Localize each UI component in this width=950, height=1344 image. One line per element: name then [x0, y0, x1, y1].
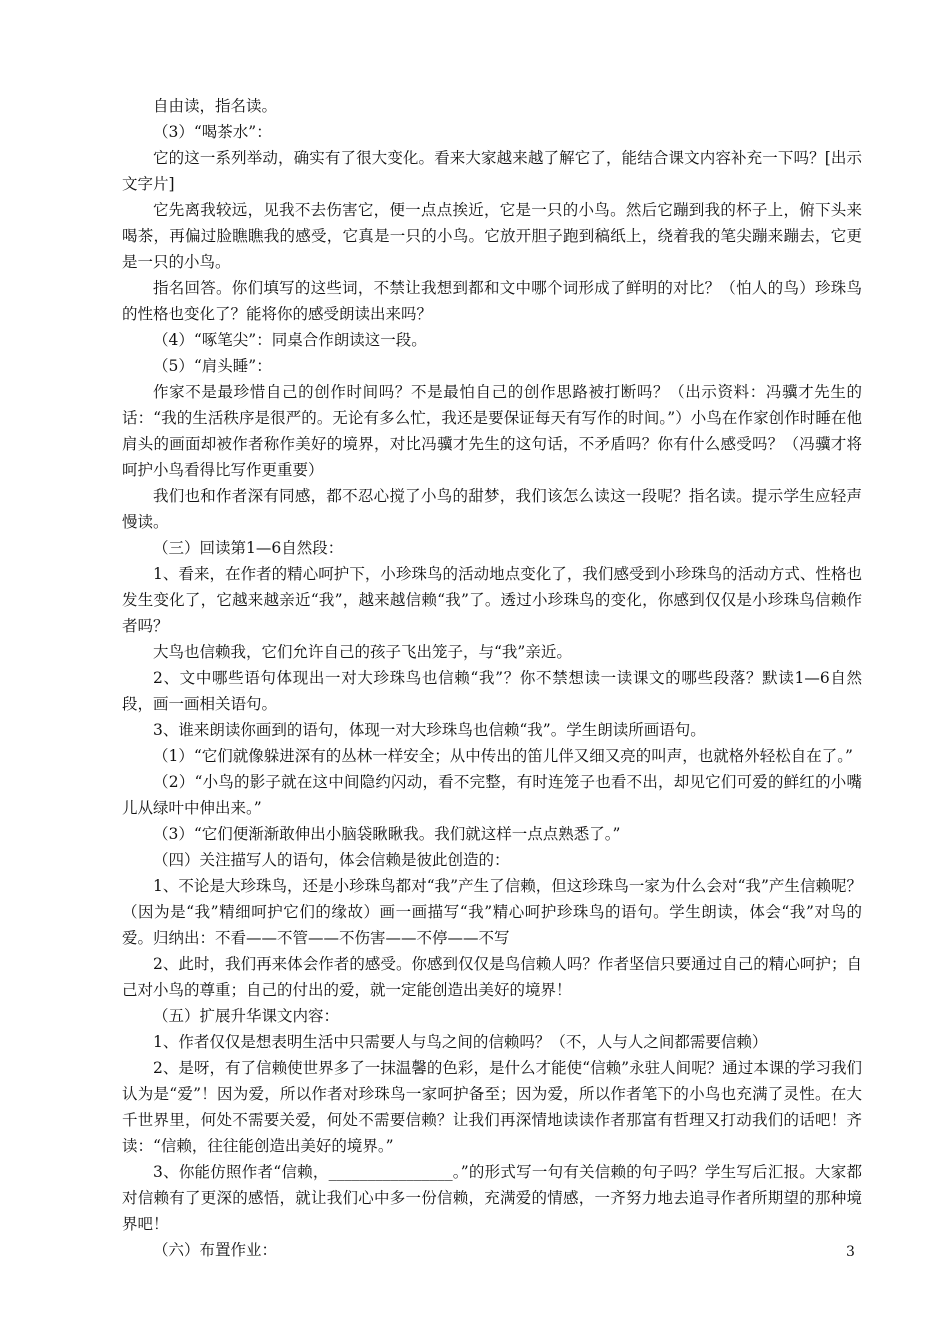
- paragraph: 它先离我较远，见我不去伤害它，便一点点挨近，它是一只的小鸟。然后它蹦到我的杯子上，俯下头来喝茶，再偏过脸瞧瞧我的感受，它真是一只的小鸟。它放开胆子跑到稿纸上，绕着我的笔尖蹦来蹦去，它更是一只的小鸟。: [122, 201, 862, 271]
- quote-paragraph: （3）“它们便渐渐敢伸出小脑袋瞅瞅我。我们就这样一点点熟悉了。”: [153, 825, 621, 843]
- section-heading: （四）关注描写人的语句，体会信赖是彼此创造的：: [153, 851, 510, 869]
- paragraph: 3、谁来朗读你画到的语句，体现一对大珍珠鸟也信赖“我”。学生朗读所画语句。: [153, 721, 706, 739]
- quote-paragraph: （1）“它们就像躲进深有的丛林一样安全；从中传出的笛儿伴又细又亮的叫声，也就格外轻松自在了。”: [153, 747, 853, 765]
- paragraph: （5）“肩头睡”：: [153, 357, 272, 375]
- paragraph: 3、你能仿照作者“信赖，________________。”的形式写一句有关信赖的句子吗？学生写后汇报。大家都对信赖有了更深的感悟，就让我们心中多一份信赖，充满爱的情感，一齐努力地去追寻作者所期望的那种境界吧！: [122, 1163, 862, 1233]
- section-heading: （三）回读第1—6自然段：: [153, 539, 344, 557]
- paragraph: 作家不是最珍惜自己的创作时间吗？不是最怕自己的创作思路被打断吗？（出示资料：冯骥才先生的话：“我的生活秩序是很严的。无论有多么忙，我还是要保证每天有写作的时间。”）小鸟在作家创作时睡在他肩头的画面却被作者称作美好的境界，对比冯骥才先生的这句话，不矛盾吗？你有什么感受吗？（冯骥才将呵护小鸟看得比写作更重要）: [122, 383, 862, 479]
- paragraph: （3）“喝茶水”：: [153, 123, 272, 141]
- paragraph: （4）“啄笔尖”：同桌合作朗读这一段。: [153, 331, 427, 349]
- quote-paragraph: （2）“小鸟的影子就在这中间隐约闪动，看不完整，有时连笼子也看不出，却见它们可爱的鲜红的小嘴儿从绿叶中伸出来。”: [122, 773, 862, 817]
- paragraph: 1、看来，在作者的精心呵护下，小珍珠鸟的活动地点变化了，我们感受到小珍珠鸟的活动方式、性格也发生变化了，它越来越亲近“我”，越来越信赖“我”了。透过小珍珠鸟的变化，你感到仅仅是小珍珠鸟信赖作者吗？: [122, 565, 862, 635]
- body-text: [122, 93, 862, 1263]
- paragraph: 它的这一系列举动，确实有了很大变化。看来大家越来越了解它了，能结合课文内容补充一下吗？[出示文字片]: [122, 149, 862, 193]
- paragraph: 我们也和作者深有同感，都不忍心搅了小鸟的甜梦，我们该怎么读这一段呢？指名读。提示学生应轻声慢读。: [122, 487, 862, 531]
- section-heading: （六）布置作业：: [153, 1241, 278, 1259]
- paragraph: 2、文中哪些语句体现出一对大珍珠鸟也信赖“我”？你不禁想读一读课文的哪些段落？默读1—6自然段，画一画相关语句。: [122, 669, 862, 713]
- paragraph: 指名回答。你们填写的这些词，不禁让我想到都和文中哪个词形成了鲜明的对比？（怕人的鸟）珍珠鸟的性格也变化了？能将你的感受朗读出来吗？: [122, 279, 862, 323]
- paragraph: 1、不论是大珍珠鸟，还是小珍珠鸟都对“我”产生了信赖，但这珍珠鸟一家为什么会对“我”产生信赖呢？（因为是“我”精细呵护它们的缘故）画一画描写“我”精心呵护珍珠鸟的语句。学生朗读，体会“我”对鸟的爱。归纳出：不看——不管——不伤害——不停——不写: [122, 877, 862, 947]
- page-number: 3: [846, 1244, 855, 1260]
- paragraph: 1、作者仅仅是想表明生活中只需要人与鸟之间的信赖吗？（不，人与人之间都需要信赖）: [153, 1033, 768, 1051]
- paragraph: 2、是呀，有了信赖使世界多了一抹温馨的色彩，是什么才能使“信赖”永驻人间呢？通过本课的学习我们认为是“爱”！因为爱，所以作者对珍珠鸟一家呵护备至；因为爱，所以作者笔下的小鸟也充满了灵性。在大千世界里，何处不需要关爱，何处不需要信赖？让我们再深情地读读作者那富有哲理又打动我们的话吧！齐读：“信赖，往往能创造出美好的境界。”: [122, 1059, 862, 1155]
- paragraph: 自由读，指名读。: [153, 97, 278, 115]
- section-heading: （五）扩展升华课文内容：: [153, 1007, 340, 1025]
- paragraph: 2、此时，我们再来体会作者的感受。你感到仅仅是鸟信赖人吗？作者坚信只要通过自己的精心呵护；自己对小鸟的尊重；自己的付出的爱，就一定能创造出美好的境界！: [122, 955, 862, 999]
- paragraph: 大鸟也信赖我，它们允许自己的孩子飞出笼子，与“我”亲近。: [153, 643, 572, 661]
